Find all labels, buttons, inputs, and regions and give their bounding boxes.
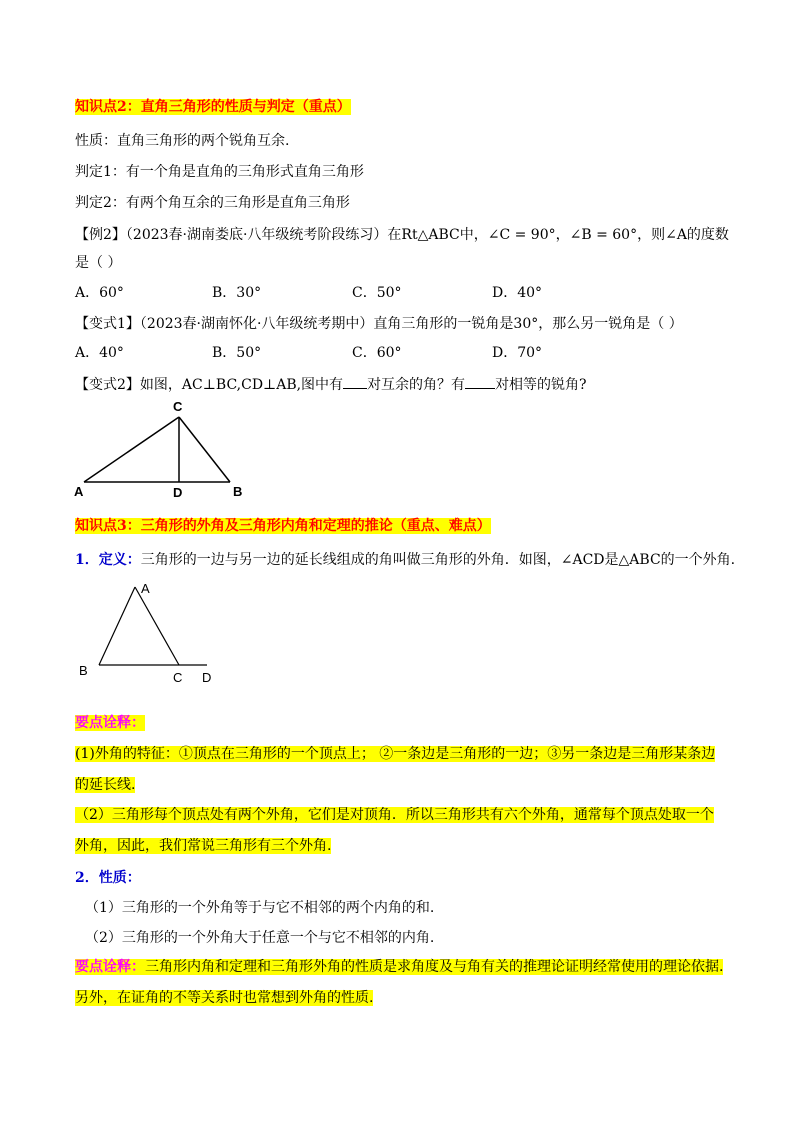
label-c: C xyxy=(173,399,183,414)
key2-line2-text: 另外，在证角的不等关系时也常想到外角的性质. xyxy=(75,990,374,1006)
judge1-text: 判定1：有一个角是直角的三角形式直角三角形 xyxy=(75,164,364,180)
label-b: B xyxy=(79,663,88,678)
variant1-option-b: B．50° xyxy=(212,345,262,361)
key1-line4 xyxy=(75,835,331,857)
variant2-text xyxy=(75,374,587,396)
section3-heading-text: 知识点3：三角形的外角及三角形内角和定理的推论（重点、难点） xyxy=(75,518,491,534)
property-text: 性质：直角三角形的两个锐角互余. xyxy=(75,133,290,149)
example2-options xyxy=(75,282,725,304)
key1-line1-text: (1)外角的特征：①顶点在三角形的一个顶点上； ②一条边是三角形的一边；③另一条边是三角形某条边 xyxy=(75,746,716,762)
variant1-option-c: C．60° xyxy=(352,345,402,361)
key1-line2 xyxy=(75,774,135,796)
key1-line3-text: （2）三角形每个顶点处有两个外角，它们是对顶角．所以三角形共有六个外角，通常每个顶点处取一个 xyxy=(75,807,714,823)
label-d: D xyxy=(202,670,212,685)
key1-line1 xyxy=(75,743,715,765)
key2-line1 xyxy=(75,956,723,978)
label-d: D xyxy=(173,485,183,500)
label-a: A xyxy=(74,484,84,499)
key-points-2-label: 要点诠释： xyxy=(75,959,145,975)
segment-cb xyxy=(179,417,230,482)
variant1-option-a: A．40° xyxy=(75,345,124,361)
variant2-text-a: 【变式2】如图，AC⊥BC,CD⊥AB,图中有 xyxy=(75,377,344,393)
properties-label-text: 2．性质： xyxy=(75,870,141,886)
definition-label: 1．定义： xyxy=(75,552,141,568)
example2-text-cont: 是（ ） xyxy=(75,255,122,271)
label-c: C xyxy=(173,670,183,685)
key1-line3 xyxy=(75,804,714,826)
section2-heading-text: 知识点2：直角三角形的性质与判定（重点） xyxy=(75,99,351,115)
variant1-text: 【变式1】（2023春·湖南怀化·八年级统考期中）直角三角形的一锐角是30°，那么另一锐角是（ ） xyxy=(75,316,683,332)
judge2-text: 判定2：有两个角互余的三角形是直角三角形 xyxy=(75,195,350,211)
right-triangle-figure xyxy=(72,395,252,505)
variant1-options xyxy=(75,342,725,364)
key-points-1-label xyxy=(75,712,145,734)
definition-text: 三角形的一边与另一边的延长线组成的角叫做三角形的外角．如图，∠ACD是△ABC的一个外角. xyxy=(140,552,736,568)
property-item-2: （2）三角形的一个外角大于任意一个与它不相邻的内角. xyxy=(85,930,435,946)
properties-label xyxy=(75,867,141,889)
segment-ac xyxy=(84,417,179,482)
example2-option-c: C．50° xyxy=(352,285,402,301)
exterior-angle-figure xyxy=(75,575,235,690)
segment-ab xyxy=(99,587,135,665)
key1-line2-text: 的延长线. xyxy=(75,777,136,793)
section3-heading xyxy=(75,515,491,537)
example2-option-b: B．30° xyxy=(212,285,262,301)
answer-blank-1[interactable] xyxy=(343,374,367,389)
definition-line xyxy=(75,549,735,571)
key-points-1-label-text: 要点诠释： xyxy=(75,715,145,731)
example2-text: 【例2】（2023春·湖南娄底·八年级统考阶段练习）在Rt△ABC中，∠C = 90°，∠B = 60°，则∠A的度数 xyxy=(75,227,729,243)
variant1-option-d: D．70° xyxy=(492,345,543,361)
variant2-text-b: 对互余的角？有 xyxy=(367,377,466,393)
property-item-1: （1）三角形的一个外角等于与它不相邻的两个内角的和. xyxy=(85,900,435,916)
label-a: A xyxy=(141,581,150,596)
segment-ac xyxy=(135,587,179,665)
key2-line2 xyxy=(75,987,373,1009)
key1-line4-text: 外角，因此，我们常说三角形有三个外角. xyxy=(75,838,332,854)
key2-text: 三角形内角和定理和三角形外角的性质是求角度及与角有关的推理论证明经常使用的理论依据. xyxy=(145,959,724,975)
example2-option-a: A．60° xyxy=(75,285,124,301)
variant2-text-c: 对相等的锐角? xyxy=(495,377,587,393)
answer-blank-2[interactable] xyxy=(465,374,495,389)
section2-heading xyxy=(75,96,351,118)
example2-option-d: D．40° xyxy=(492,285,543,301)
label-b: B xyxy=(233,484,243,499)
